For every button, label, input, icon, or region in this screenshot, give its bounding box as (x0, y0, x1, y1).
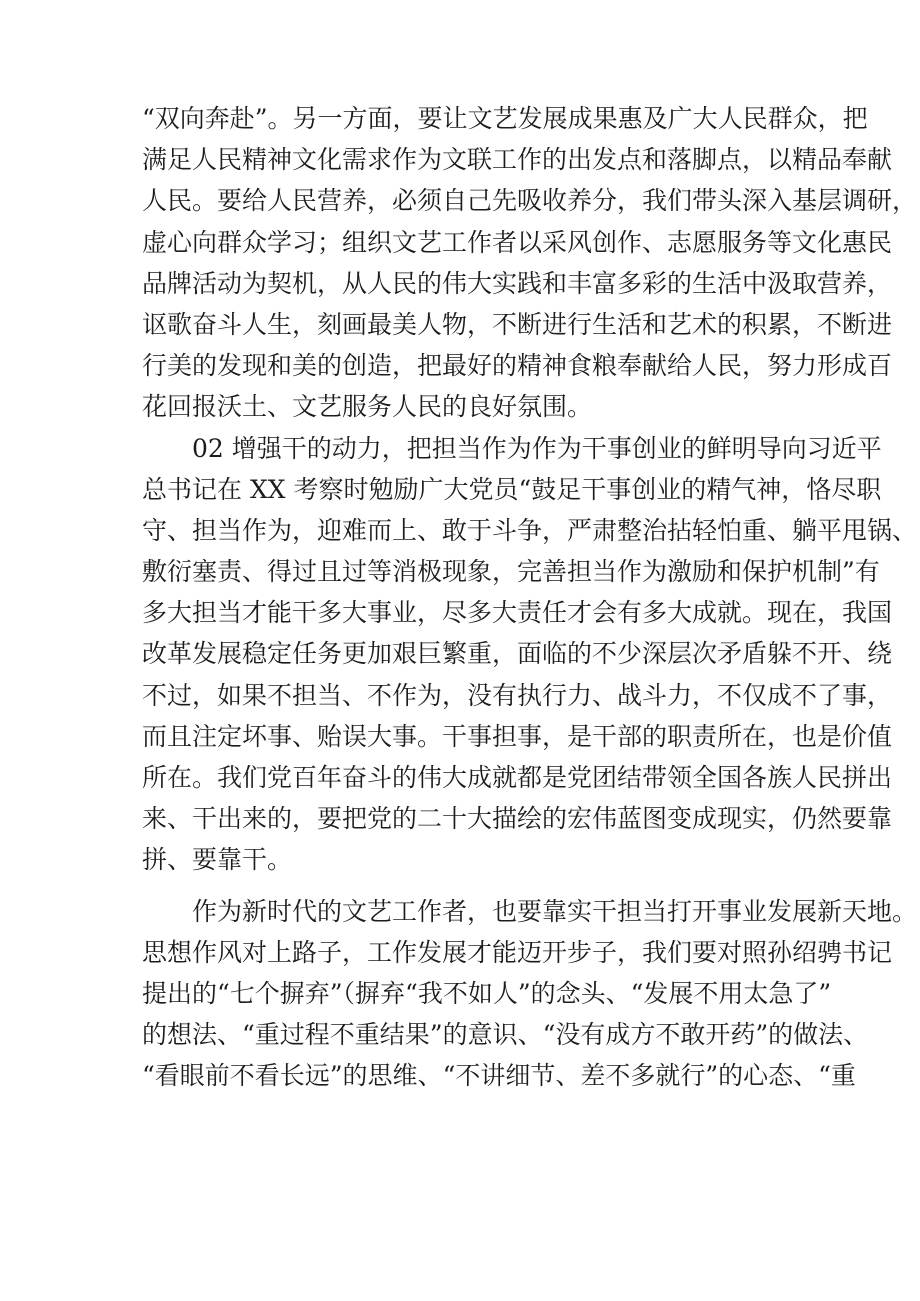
text-line: 花回报沃土、文艺服务人民的良好氛围。 (142, 392, 593, 422)
text-line: 品牌活动为契机，从人民的伟大实践和丰富多彩的生活中汲取营养， (142, 268, 893, 298)
text-line: 所在。我们党百年奋斗的伟大成就都是党团结带领全国各族人民拼出 (142, 763, 893, 792)
text-line: 敷衍塞责、得过且过等消极现象，完善担当作为激励和保护机制”有 (142, 557, 880, 587)
text-line: 拼、要靠干。 (142, 845, 293, 875)
text-line: 来、干出来的，要把党的二十大描绘的宏伟蓝图变成现实，仍然要靠 (142, 804, 893, 834)
text-line: 人民。要给人民营养，必须自己先吸收养分，我们带头深入基层调研， (142, 186, 918, 216)
text-line: 虚心向群众学习；组织文艺工作者以采风创作、志愿服务等文化惠民 (142, 227, 893, 257)
text-line: 而且注定坏事、贻误大事。干事担事，是干部的职责所在，也是价值 (142, 721, 893, 751)
text-line: 思想作风对上路子，工作发展才能迈开步子，我们要对照孙绍骋书记 (142, 937, 893, 967)
text-line: “看眼前不看长远”的思维、“不讲细节、差不多就行”的心态、“重 (142, 1061, 856, 1091)
text-line: 作为新时代的文艺工作者，也要靠实干担当打开事业发展新天地。 (192, 896, 918, 926)
text-line: 满足人民精神文化需求作为文联工作的出发点和落脚点，以精品奉献 (142, 145, 893, 175)
text-line: 不过，如果不担当、不作为，没有执行力、战斗力，不仅成不了事， (142, 680, 893, 710)
paragraph-1 (142, 98, 918, 428)
text-line: 提出的“七个摒弃”（摒弃“我不如人”的念头、“发展不用太急了” (142, 978, 832, 1008)
text-line: 的想法、“重过程不重结果”的意识、“没有成方不敢开药”的做法、 (142, 1020, 869, 1050)
text-line: 讴歌奋斗人生，刻画最美人物，不断进行生活和艺术的积累，不断进 (142, 309, 893, 339)
paragraph-3 (142, 891, 918, 1097)
text-line: 02 增强干的动力，把担当作为作为干事创业的鲜明导向习近平 (192, 433, 882, 463)
paragraph-spacer (142, 881, 802, 891)
paragraph-2 (142, 428, 918, 881)
text-line: 守、担当作为，迎难而上、敢于斗争，严肃整治拈轻怕重、躺平甩锅、 (142, 515, 918, 545)
text-line: “双向奔赴”。另一方面，要让文艺发展成果惠及广大人民群众，把 (142, 104, 868, 133)
text-line: 改革发展稳定任务更加艰巨繁重，面临的不少深层次矛盾躲不开、绕 (142, 639, 893, 669)
text-line: 行美的发现和美的创造，把最好的精神食粮奉献给人民，努力形成百 (142, 351, 893, 381)
text-line: 多大担当才能干多大事业，尽多大责任才会有多大成就。现在，我国 (142, 598, 893, 628)
document-body (142, 98, 918, 1097)
text-line: 总书记在 XX 考察时勉励广大党员“鼓足干事创业的精气神，恪尽职 (142, 474, 882, 504)
